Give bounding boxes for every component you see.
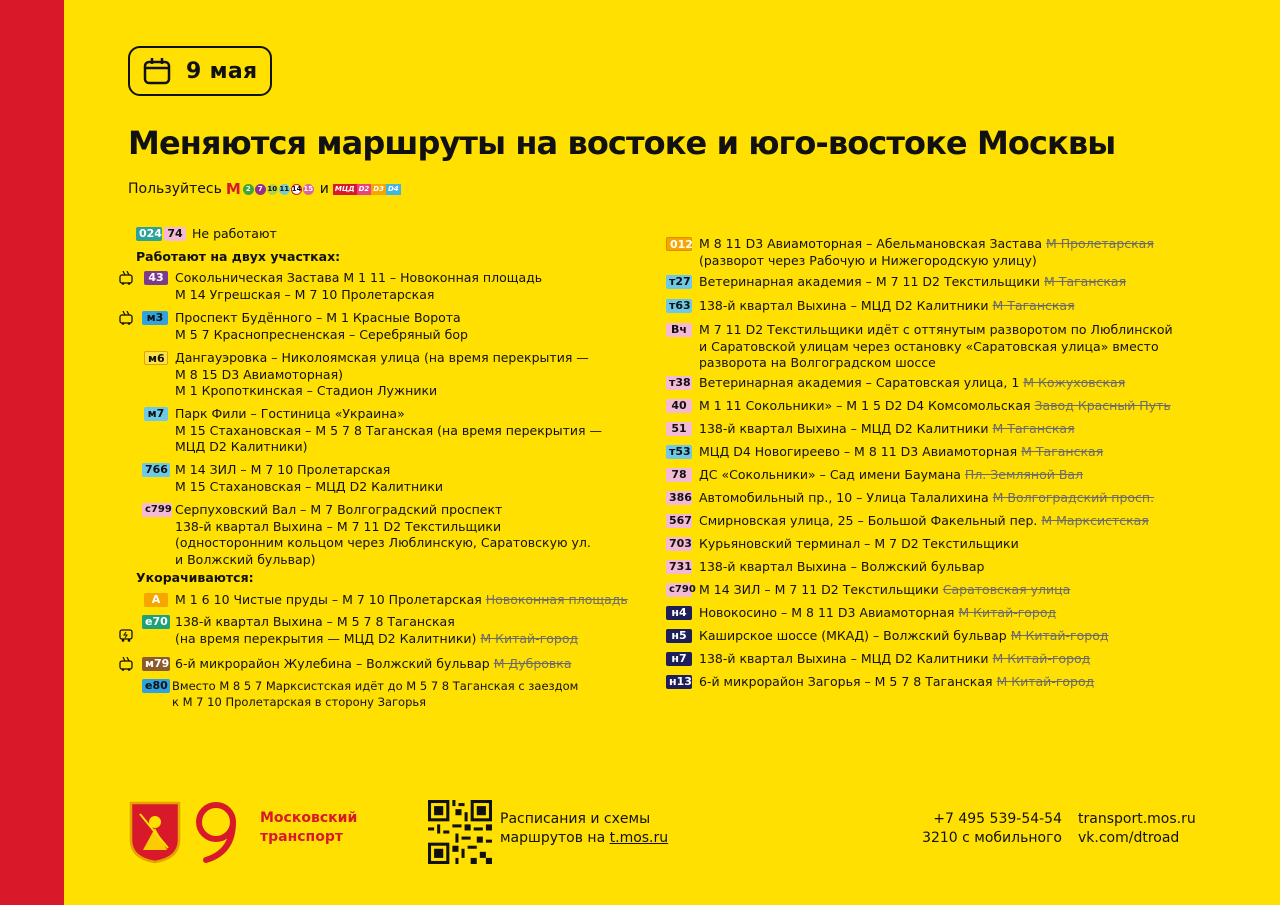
route-line: Смирновская улица, 25 – Большой Факельный пер.	[699, 513, 1038, 528]
route-badge: 74	[164, 227, 186, 241]
route-line: М 14 ЗИЛ – М 7 10 Пролетарская	[175, 462, 391, 477]
route-row	[666, 628, 1266, 650]
vk-link[interactable]: vk.com/dtroad	[1078, 830, 1180, 846]
route-line: 138-й квартал Выхина – М 7 11 D2 Текстильщики	[175, 518, 502, 534]
trolleybus-icon	[118, 311, 134, 325]
right-column	[666, 236, 1266, 696]
not-working-row	[136, 226, 646, 243]
route-line: М 1 6 10 Чистые пруды – М 7 10 Пролетарская	[175, 592, 482, 607]
route-badge: А	[144, 593, 168, 607]
schedule-line: маршрутов на	[500, 830, 606, 846]
cancelled-stop: Завод Красный Путь	[1034, 398, 1171, 413]
route-row	[118, 656, 638, 676]
route-line: М 15 Стахановская – МЦД D2 Калитники	[175, 478, 444, 494]
use-alternatives	[128, 180, 401, 198]
page-title: Меняются маршруты на востоке и юго-востоке Москвы	[128, 124, 1116, 162]
brand-line: транспорт	[260, 829, 343, 845]
route-line: Сокольническая Застава М 1 11 – Новоконная площадь	[175, 270, 543, 285]
route-badge: т63	[666, 299, 692, 313]
route-line: 138-й квартал Выхина – Волжский бульвар	[699, 559, 985, 574]
route-line: Вместо М 8 5 7 Марксистская идёт до М 5 7 8 Таганская с заездом	[172, 679, 579, 693]
route-row	[666, 398, 1266, 420]
cancelled-stop: М Волгоградский просп.	[992, 490, 1155, 505]
d-line-badge: D4	[387, 184, 399, 193]
route-line: М 7 11 D2 Текстильщики идёт с оттянутым разворотом по Люблинской	[699, 322, 1173, 337]
route-badge: м7	[144, 407, 168, 421]
route-row	[666, 421, 1266, 443]
route-row	[666, 536, 1266, 558]
mcd-badge: МЦД	[334, 184, 355, 193]
route-badge: м6	[144, 351, 168, 365]
shortened-routes	[118, 592, 638, 712]
metro-line-badge: 7	[255, 184, 266, 195]
two-section-routes	[118, 270, 638, 568]
route-row	[118, 350, 638, 400]
short-number: 3210 с мобильного	[922, 830, 1062, 846]
route-line: Серпуховский Вал – М 7 Волгоградский проспект	[175, 502, 503, 517]
date-badge	[128, 46, 272, 96]
metro-line-badge: 14	[291, 184, 302, 193]
route-row	[118, 502, 638, 568]
route-row	[118, 406, 638, 456]
route-line: (односторонним кольцом через Люблинскую, Саратовскую ул.	[175, 535, 591, 550]
route-badge: 40	[666, 399, 692, 413]
trolleybus-icon	[118, 271, 134, 285]
cancelled-stop: М Кожуховская	[1023, 375, 1126, 390]
schedule-link[interactable]: t.mos.ru	[609, 830, 669, 846]
route-line: 138-й квартал Выхина – МЦД D2 Калитники	[699, 298, 989, 313]
route-badge: 024	[136, 227, 162, 241]
metro-icon: М	[225, 180, 241, 198]
cancelled-stop: М Таганская	[992, 421, 1075, 436]
shortened-heading: Укорачиваются:	[136, 570, 254, 585]
route-badge: н13	[666, 675, 692, 689]
route-badge: м79	[142, 657, 170, 671]
route-line: М 14 Угрешская – М 7 10 Пролетарская	[175, 286, 435, 302]
trolleybus-icon	[118, 657, 134, 671]
metro-line-badge: 15	[303, 184, 314, 193]
metro-line-badge: 11	[279, 184, 290, 193]
cancelled-stop: М Таганская	[992, 298, 1075, 313]
brand-line: Московский	[260, 810, 358, 826]
date-text: 9 мая	[186, 58, 258, 84]
route-line: и Саратовской улицам через остановку «Саратовская улица» вместо	[699, 338, 1159, 354]
route-row	[118, 310, 638, 348]
route-row	[666, 375, 1266, 397]
moscow-coat-of-arms-icon	[128, 800, 182, 864]
route-badge: Вч	[666, 323, 692, 337]
route-badge: 43	[144, 271, 168, 285]
route-row	[118, 678, 638, 712]
route-badge: н5	[666, 629, 692, 643]
route-badge: 51	[666, 422, 692, 436]
route-line: М 8 11 D3 Авиамоторная – Абельмановская Застава	[699, 236, 1042, 251]
route-line: М 5 7 Краснопресненская – Серебряный бор	[175, 326, 468, 342]
route-line: Ветеринарная академия – М 7 11 D2 Текстильщики	[699, 274, 1041, 289]
route-badge: т53	[666, 445, 692, 459]
route-line: Дангауэровка – Николоямская улица (на время перекрытия —	[175, 350, 589, 365]
website-link[interactable]: transport.mos.ru	[1078, 811, 1196, 827]
route-row	[666, 467, 1266, 489]
route-row	[118, 270, 638, 306]
cancelled-stop: М Марксистская	[1041, 513, 1149, 528]
route-row	[118, 592, 638, 612]
route-row	[666, 582, 1266, 604]
route-row	[666, 236, 1266, 270]
web-links	[1078, 810, 1196, 848]
cancelled-stop: М Китай-город	[1010, 628, 1109, 643]
schedule-line: Расписания и схемы	[500, 811, 651, 827]
route-badge: 78	[666, 468, 692, 482]
route-line: Курьяновский терминал – М 7 D2 Текстильщики	[699, 536, 1019, 551]
route-line: М 1 11 Сокольники» – М 1 5 D2 D4 Комсомольская	[699, 398, 1031, 413]
cancelled-stop: Новоконная площадь	[485, 592, 628, 607]
route-badge: м3	[142, 311, 168, 325]
route-line: МЦД D2 Калитники)	[175, 439, 308, 454]
two-sections-heading: Работают на двух участках:	[136, 249, 341, 264]
cancelled-stop: Пл. Земляной Вал	[964, 467, 1084, 482]
qr-code-icon[interactable]	[428, 800, 492, 864]
route-line: Парк Фили – Гостиница «Украина»	[175, 406, 405, 421]
cancelled-stop: Саратовская улица	[942, 582, 1071, 597]
route-line: МЦД D4 Новогиреево – М 8 11 D3 Авиамоторная	[699, 444, 1018, 459]
route-badge: 766	[142, 463, 170, 477]
route-line: Проспект Будённого – М 1 Красные Ворота	[175, 310, 461, 325]
cancelled-stop: М Китай-город	[958, 605, 1057, 620]
d-line-badge: D2	[358, 184, 370, 193]
route-line: Автомобильный пр., 10 – Улица Талалихина	[699, 490, 989, 505]
route-row	[666, 490, 1266, 512]
route-row	[666, 298, 1266, 320]
route-badge: н4	[666, 606, 692, 620]
electrobus-icon	[118, 628, 134, 642]
route-line: (разворот через Рабочую и Нижегородскую улицу)	[699, 252, 1037, 268]
route-row	[118, 462, 638, 498]
cancelled-stop: М Китай-город	[480, 630, 579, 646]
route-badge: с799	[142, 503, 172, 517]
route-line: М 14 ЗИЛ – М 7 11 D2 Текстильщики	[699, 582, 939, 597]
phone-info	[922, 810, 1062, 848]
route-line: Новокосино – М 8 11 D3 Авиамоторная	[699, 605, 955, 620]
route-line: и Волжский бульвар)	[175, 551, 316, 567]
left-red-stripe	[0, 0, 64, 905]
cancelled-stop: М Китай-город	[992, 651, 1091, 666]
route-badge: с790	[666, 583, 692, 597]
left-column	[136, 226, 646, 243]
moscow-transport-logo-icon	[192, 800, 248, 864]
route-line: 138-й квартал Выхина – М 5 7 8 Таганская	[175, 614, 455, 629]
cancelled-stop: М Таганская	[1021, 444, 1104, 459]
route-row	[666, 674, 1266, 696]
route-row	[118, 614, 638, 652]
route-line: разворота на Волгоградском шоссе	[699, 355, 936, 370]
use-and: и	[319, 181, 329, 197]
route-row	[666, 444, 1266, 466]
d-line-badge: D3	[373, 184, 384, 193]
route-line: М 1 Кропоткинская – Стадион Лужники	[175, 383, 438, 398]
route-badge: т27	[666, 275, 692, 289]
cancelled-stop: М Китай-город	[996, 674, 1095, 689]
route-badge: н7	[666, 652, 692, 666]
route-line: к М 7 10 Пролетарская в сторону Загорья	[172, 695, 427, 709]
cancelled-stop: М Дубровка	[493, 656, 572, 671]
not-working-text: Не работают	[192, 226, 277, 241]
route-row	[666, 322, 1266, 372]
route-line: ДС «Сокольники» – Сад имени Баумана	[699, 467, 961, 482]
route-line: М 8 15 D3 Авиамоторная)	[175, 366, 343, 382]
route-line: Каширское шоссе (МКАД) – Волжский бульвар	[699, 628, 1007, 643]
cancelled-stop: М Пролетарская	[1045, 236, 1154, 251]
brand-name	[260, 809, 357, 847]
route-badge: 386	[666, 491, 692, 505]
schedule-info	[500, 810, 668, 848]
route-row	[666, 651, 1266, 673]
route-row	[666, 274, 1266, 296]
route-row	[666, 513, 1266, 535]
route-row	[666, 605, 1266, 627]
metro-line-badge: 2	[243, 184, 254, 195]
phone-number[interactable]: +7 495 539-54-54	[933, 811, 1062, 827]
use-label: Пользуйтесь	[128, 181, 222, 197]
route-line: 6-й микрорайон Жулебина – Волжский бульвар	[175, 656, 490, 671]
cancelled-stop: М Таганская	[1044, 274, 1127, 289]
route-badge: 731	[666, 560, 692, 574]
route-badge: т38	[666, 376, 692, 390]
route-badge: 703	[666, 537, 692, 551]
route-badge: 567	[666, 514, 692, 528]
calendar-icon	[142, 56, 172, 86]
route-line: 6-й микрорайон Загорья – М 5 7 8 Таганская	[699, 674, 993, 689]
route-line: (на время перекрытия — МЦД D2 Калитники)	[175, 630, 477, 646]
route-line: Ветеринарная академия – Саратовская улица, 1	[699, 375, 1020, 390]
metro-line-badge: 10	[267, 184, 278, 193]
route-line: 138-й квартал Выхина – МЦД D2 Калитники	[699, 651, 989, 666]
route-line: М 15 Стахановская – М 5 7 8 Таганская (на время перекрытия —	[175, 422, 602, 438]
route-row	[666, 559, 1266, 581]
route-badge: 012	[666, 237, 692, 251]
route-badge: е80	[142, 679, 170, 693]
route-line: 138-й квартал Выхина – МЦД D2 Калитники	[699, 421, 989, 436]
route-badge: е70	[142, 615, 170, 629]
